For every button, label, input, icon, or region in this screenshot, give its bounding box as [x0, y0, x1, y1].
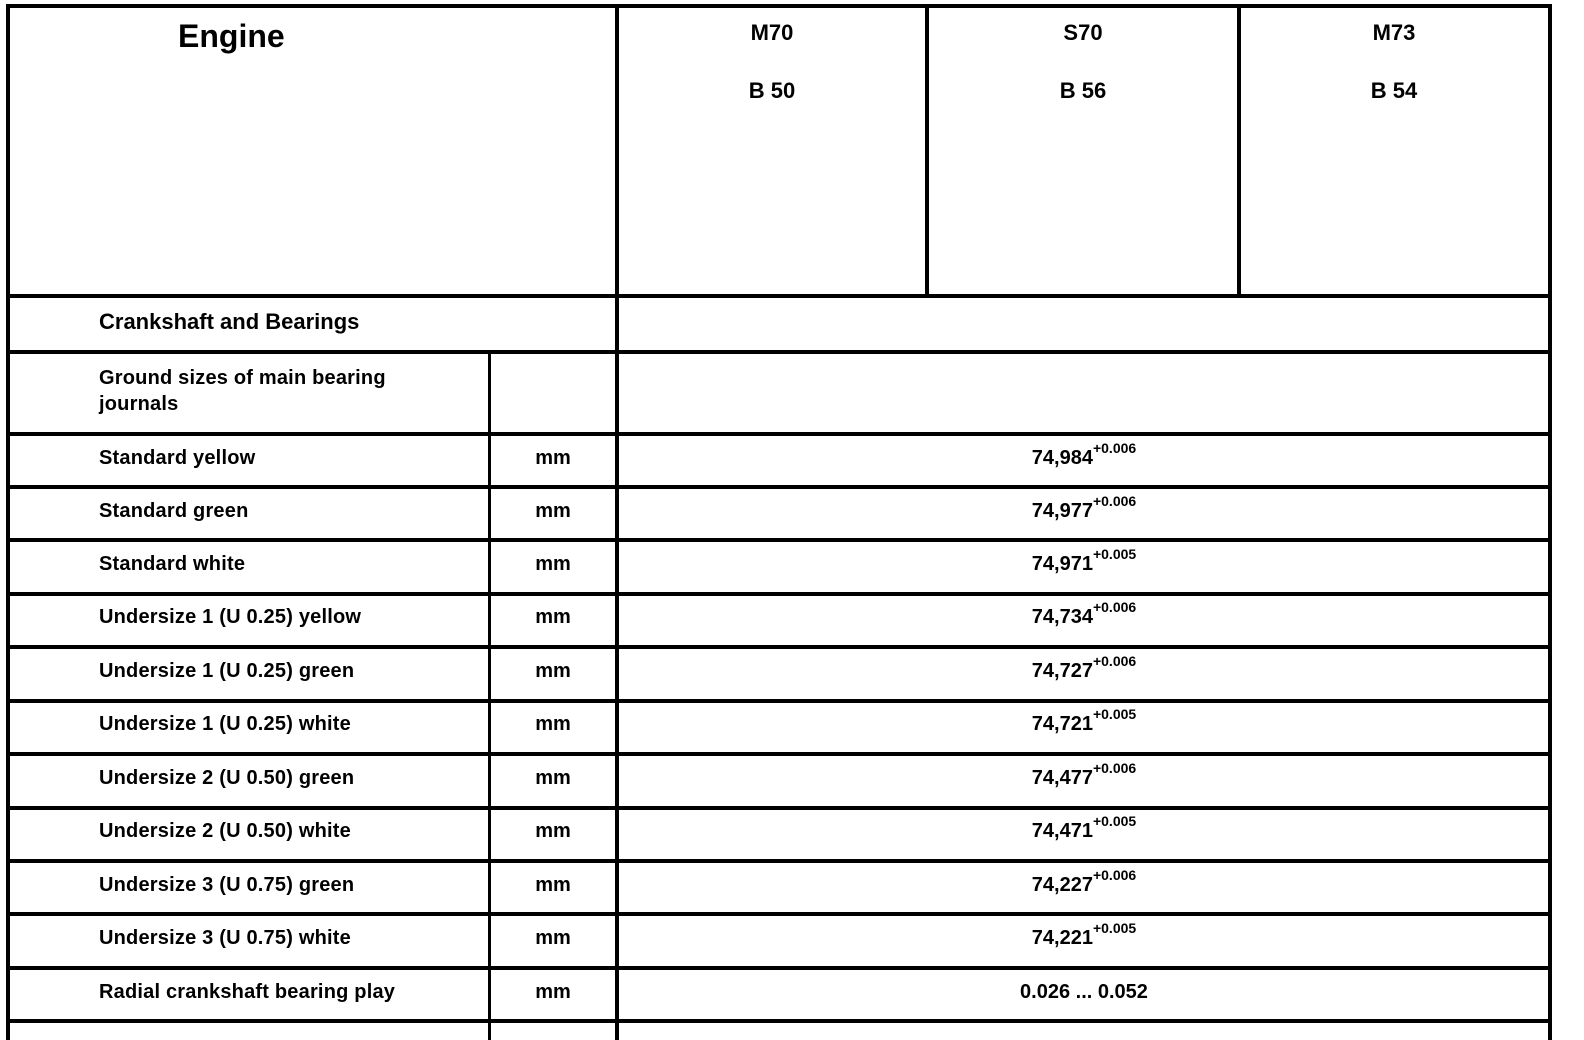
value-tolerance: +0.005	[1092, 813, 1137, 830]
row-unit: mm	[535, 981, 571, 1003]
row-label: Undersize 1 (U 0.25) yellow	[99, 606, 362, 628]
value-tolerance: +0.005	[1092, 706, 1137, 723]
value-number: 74,734	[1031, 606, 1093, 628]
row-unit: mm	[535, 500, 571, 522]
row-unit: mm	[535, 713, 571, 735]
value-number: 74,227	[1031, 874, 1093, 896]
row-label: Undersize 3 (U 0.75) green	[99, 874, 355, 896]
rule-row	[8, 592, 1552, 596]
row-label: Radial crankshaft bearing play	[99, 981, 396, 1003]
value-number: 74,727	[1031, 660, 1093, 682]
value-number: 74,477	[1031, 767, 1093, 789]
value-tolerance: +0.006	[1092, 440, 1137, 457]
row-unit: mm	[535, 447, 571, 469]
row-label: Undersize 1 (U 0.25) green	[99, 660, 355, 682]
rule-row	[8, 485, 1552, 489]
value-number: 74,977	[1031, 500, 1093, 522]
rule-row	[8, 350, 1552, 354]
row-label: Undersize 1 (U 0.25) white	[99, 713, 351, 735]
value-number: 74,471	[1031, 820, 1093, 842]
rule-col-2-3	[1237, 4, 1241, 298]
value-number: 0.026 ... 0.052	[1020, 981, 1148, 1003]
rule-row	[8, 432, 1552, 436]
section-title: Crankshaft and Bearings	[99, 309, 360, 334]
row-label: Standard green	[99, 500, 249, 522]
value-number: 74,221	[1031, 927, 1093, 949]
rule-row	[8, 806, 1552, 810]
row-label: Undersize 2 (U 0.50) white	[99, 820, 351, 842]
value-tolerance: +0.005	[1092, 546, 1137, 563]
rule-row	[8, 699, 1552, 703]
subheading: Ground sizes of main bearing journals	[99, 367, 386, 415]
value-tolerance: +0.006	[1092, 760, 1137, 777]
row-value	[619, 653, 1549, 682]
row-unit: mm	[535, 660, 571, 682]
rule-header-bottom	[8, 294, 1552, 298]
rule-row	[8, 859, 1552, 863]
value-tolerance: +0.006	[1092, 493, 1137, 510]
column-3-variant: B 54	[1370, 78, 1418, 103]
row-value	[619, 760, 1549, 789]
column-3-model: M73	[1372, 20, 1416, 45]
column-2-variant: B 56	[1059, 78, 1107, 103]
engine-title: Engine	[178, 18, 285, 54]
rule-left	[6, 4, 10, 1040]
row-label: Standard yellow	[99, 447, 256, 469]
column-2-model: S70	[1063, 20, 1103, 45]
value-tolerance: +0.006	[1092, 867, 1137, 884]
row-value	[619, 920, 1549, 949]
column-1-model: M70	[750, 20, 794, 45]
value-tolerance: +0.005	[1092, 920, 1137, 937]
row-value	[619, 982, 1549, 1002]
row-label: Undersize 3 (U 0.75) white	[99, 927, 351, 949]
rule-row	[8, 1019, 1552, 1023]
row-value	[619, 440, 1549, 469]
row-value	[619, 493, 1549, 522]
rule-row	[8, 752, 1552, 756]
value-number: 74,984	[1031, 447, 1093, 469]
row-value	[619, 546, 1549, 575]
value-number: 74,721	[1031, 713, 1093, 735]
value-tolerance: +0.006	[1092, 599, 1137, 616]
row-unit: mm	[535, 767, 571, 789]
rule-col-1-2	[925, 4, 929, 298]
row-unit: mm	[535, 874, 571, 896]
row-unit: mm	[535, 927, 571, 949]
rule-row	[8, 912, 1552, 916]
rule-row	[8, 538, 1552, 542]
row-unit: mm	[535, 553, 571, 575]
row-label: Standard white	[99, 553, 246, 575]
rule-top	[8, 4, 1552, 8]
column-1-variant: B 50	[748, 78, 796, 103]
row-value	[619, 867, 1549, 896]
row-label: Undersize 2 (U 0.50) green	[99, 767, 355, 789]
rule-row	[8, 966, 1552, 970]
rule-row	[8, 645, 1552, 649]
row-value	[619, 813, 1549, 842]
value-number: 74,971	[1031, 553, 1093, 575]
row-value	[619, 706, 1549, 735]
row-unit: mm	[535, 820, 571, 842]
row-value	[619, 599, 1549, 628]
value-tolerance: +0.006	[1092, 653, 1137, 670]
row-unit: mm	[535, 606, 571, 628]
